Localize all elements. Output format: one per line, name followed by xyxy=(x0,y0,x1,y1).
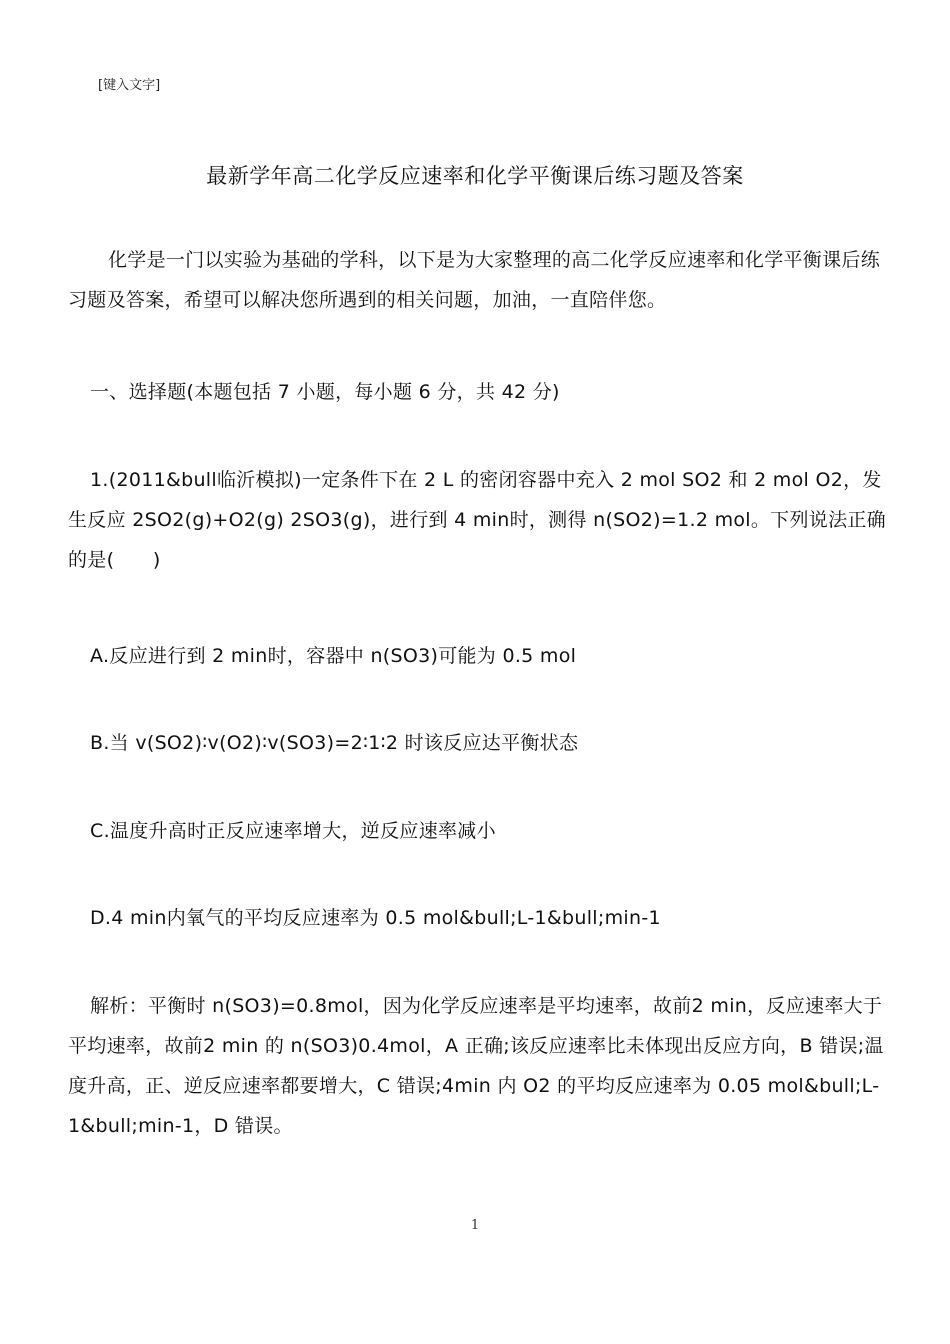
section-heading: 一、选择题(本题包括 7 小题，每小题 6 分，共 42 分) xyxy=(90,381,560,403)
document-title: 最新学年高二化学反应速率和化学平衡课后练习题及答案 xyxy=(206,164,744,188)
option-a: A.反应进行到 2 min时，容器中 n(SO3)可能为 0.5 mol xyxy=(90,645,577,667)
option-b: B.当 v(SO2)∶v(O2)∶v(SO3)=2∶1∶2 时该反应达平衡状态 xyxy=(90,732,579,754)
option-d: D.4 min内氧气的平均反应速率为 0.5 mol&bull;L-1&bull;min-1 xyxy=(90,907,661,929)
header-placeholder-text: [键入文字] xyxy=(98,78,161,93)
option-c: C.温度升高时正反应速率增大，逆反应速率减小 xyxy=(90,820,496,842)
question-stem: 1.(2011&bull临沂模拟)一定条件下在 2 L 的密闭容器中充入 2 mol SO2 和 2 mol O2，发生反应 2SO2(g)+O2(g) 2SO3(g)，进行到 4 min时，测得 n(SO2)=1.2 mol。下列说法正确的是( ) xyxy=(68,469,886,571)
analysis-paragraph: 解析：平衡时 n(SO3)=0.8mol，因为化学反应速率是平均速率，故前2 min，反应速率大于平均速率，故前2 min 的 n(SO3)0.4mol，A 正确;该反应速率比未体现出反应方向，B 错误;温度升高，正、逆反应速率都要增大，C 错误;4min 内 O2 的平均反应速率为 0.05 mol&bull;L-1&bull;min-1，D 错误。 xyxy=(68,995,884,1137)
intro-paragraph: 化学是一门以实验为基础的学科，以下是为大家整理的高二化学反应速率和化学平衡课后练习题及答案，希望可以解决您所遇到的相关问题，加油，一直陪伴您。 xyxy=(68,249,881,311)
page-number: 1 xyxy=(470,1218,480,1233)
